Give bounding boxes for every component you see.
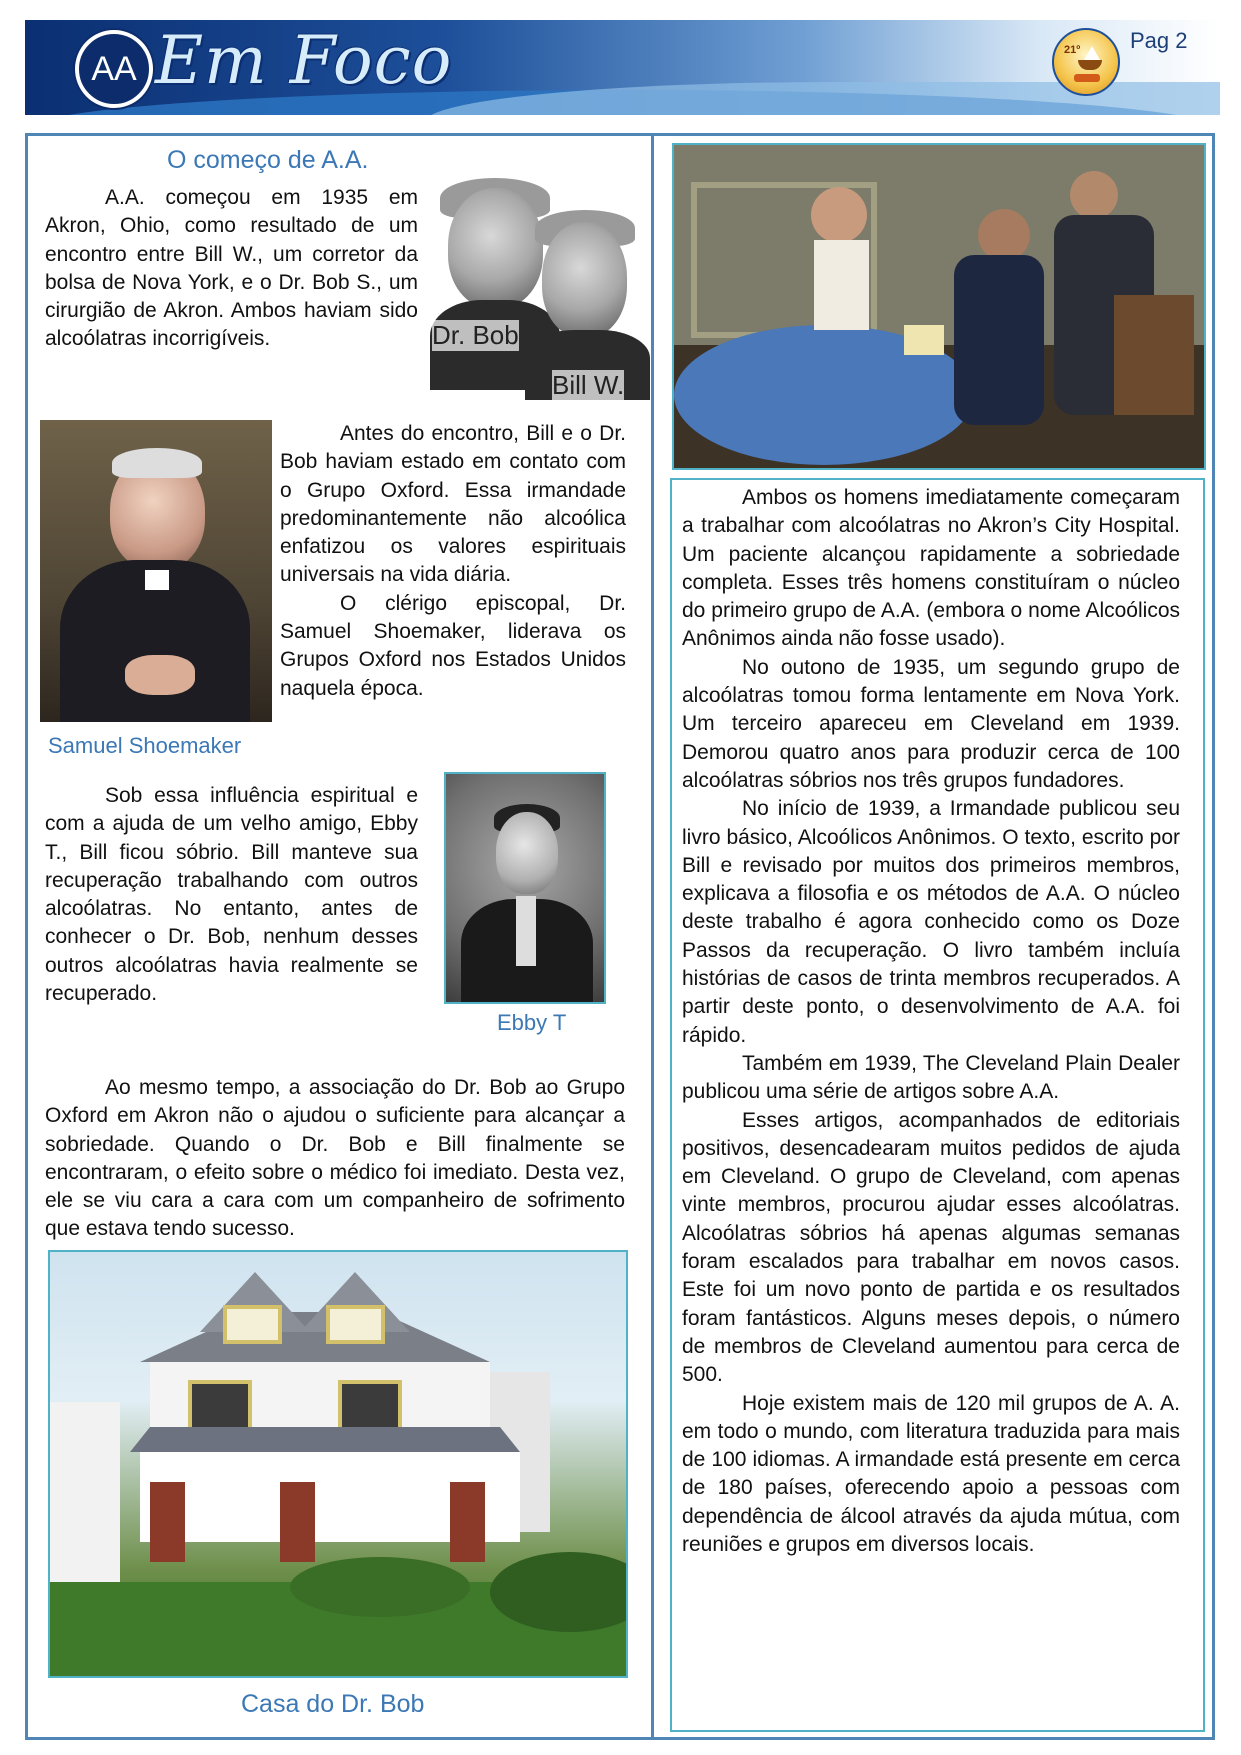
patient-head [811,187,867,243]
house-illustration [50,1252,628,1678]
ebby-face [496,812,558,894]
samuel-caption: Samuel Shoemaker [48,733,242,758]
paragraph-text: Sob essa influência espiritual e com a ajuda de um velho amigo, Ebby T., Bill ficou sóbrio. Bill manteve sua recuperação trabalhando com outros alcoólatras. No entanto, antes de conhecer o Dr. Bob, nenhum desses outros alcoólatras havia realmente se recuperado. [45,784,418,1006]
event-badge-text: 21º [1064,44,1081,56]
paragraph-text: Esses artigos, acompanhados de editoriais positivos, desencadearam muitos pedidos de ajuda em Cleveland. O grupo de Cleveland, com apenas vinte membros, procurou ajudar esses alcoólatras. Alcoólatras sóbrios há apenas algumas semanas foram escalados para trabalhar em novos casos. Este foi um novo ponto de partida e os resultados foram fantásticos. Alguns meses depois, o número de membros de Cleveland aumentou para cerca de 500. [682,1108,1180,1387]
porch-roof [130,1427,520,1452]
right-column-text [682,484,1180,1559]
paragraph-oxford [280,420,626,703]
badge-ribbon [1074,74,1100,82]
samuel-hair [112,448,202,478]
hedge [290,1557,470,1617]
house-caption: Casa do Dr. Bob [241,1690,425,1718]
page-number: Pag 2 [1130,28,1188,53]
paragraph-text: O clérigo episcopal, Dr. Samuel Shoemaker, liderava os Grupos Oxford nos Estados Unidos naquela época. [280,591,626,700]
bill-w-face [542,222,627,337]
dr-bob-label: Dr. Bob [432,320,519,350]
ebby-t-photo [444,772,606,1004]
paragraph-text: Ao mesmo tempo, a associação do Dr. Bob ao Grupo Oxford em Akron não o ajudou o suficiente para alcançar a sobriedade. Quando o Dr. Bob e Bill finalmente se encontraram, o efeito sobre o médico foi imediato. Desta vez, ele se viu cara a cara com um companheiro de sofrimento que estava tendo sucesso. [45,1076,625,1241]
paragraph-text: No outono de 1935, um segundo grupo de alcoólatras tomou forma lentamente em Nova York. Um terceiro apareceu em Cleveland em 1939. Demorou quatro anos para produzir cerca de 100 alcoólatras sóbrios nos três grupos fundadores. [682,655,1180,792]
paragraph-ebby [45,782,418,1008]
dr-bob-face [448,188,543,308]
article-title: O começo de A.A. [167,146,369,174]
bill-w-label: Bill W. [552,370,625,400]
brick-pillar [280,1482,315,1562]
paragraph-text: Antes do encontro, Bill e o Dr. Bob haviam estado em contato com o Grupo Oxford. Essa irmandade predominantemente não alcoólica enfatizou os valores espirituais universais na vida diária. [280,422,626,587]
boat-icon [1078,60,1102,70]
paragraph-text: No início de 1939, a Irmandade publicou seu livro básico, Alcoólicos Anônimos. O texto, escrito por Bill e revisado por muitos dos primeiros membros, explicava a filosofia e os métodos de A.A. O núcleo deste trabalho é agora conhecido como os Doze Passos da recuperação. O livro também incluía histórias de casos de trinta membros recuperados. A partir deste ponto, o desenvolvimento de A.A. foi rápido. [682,797,1180,1047]
brick-pillar [450,1482,485,1562]
dormer-window [328,1307,383,1342]
founders-photo [430,170,650,400]
paragraph-intro [45,184,418,354]
dr-bob-house-photo [48,1250,628,1678]
papers [904,325,944,355]
visitor-suit [954,255,1044,425]
paragraph-text: Também em 1939, The Cleveland Plain Dealer publicou uma série de artigos sobre A.A. [682,1051,1180,1104]
paragraph-meeting [45,1074,625,1244]
dormer-window [225,1307,280,1342]
paragraph-text: Ambos os homens imediatamente começaram a trabalhar com alcoólatras no Akron’s City Hospital. Um paciente alcançou rapidamente a sobriedade completa. Esses três homens constituíram o núcleo do primeiro grupo de A.A. (embora o nome Alcoólicos Anônimos ainda não fosse usado). [682,486,1180,651]
samuel-hands [125,655,195,695]
event-badge-icon [1052,28,1120,96]
newsletter-title: Em Foco [155,22,453,99]
brick-pillar [150,1482,185,1562]
ebby-caption: Ebby T [497,1010,567,1035]
column-divider [651,133,654,1740]
sail-icon [1084,46,1100,60]
nightstand [1114,295,1194,415]
paragraph-text: A.A. começou em 1935 em Akron, Ohio, como resultado de um encontro entre Bill W., um corretor da bolsa de Nova York, e o Dr. Bob S., um cirurgião de Akron. Ambos haviam sido alcoólatras incorrigíveis. [45,186,418,351]
ebby-shirt [516,896,536,966]
samuel-shoemaker-photo [40,420,272,722]
painting-illustration [674,145,1206,470]
neighbor-house [50,1402,120,1602]
clerical-collar [145,570,169,590]
paragraph-text: Hoje existem mais de 120 mil grupos de A. A. em todo o mundo, com literatura traduzida para mais de 100 idiomas. A irmandade está presente em cerca de 180 países, oferecendo apoio a pessoas com dependência de álcool através da ajuda mútua, com reuniões e grupos em diversos locais. [682,1391,1180,1556]
patient-shirt [814,240,869,330]
visitor-head [978,209,1030,261]
aa-logo: AA [75,30,153,108]
hospital-painting [672,143,1206,470]
visitor-head [1070,171,1118,219]
